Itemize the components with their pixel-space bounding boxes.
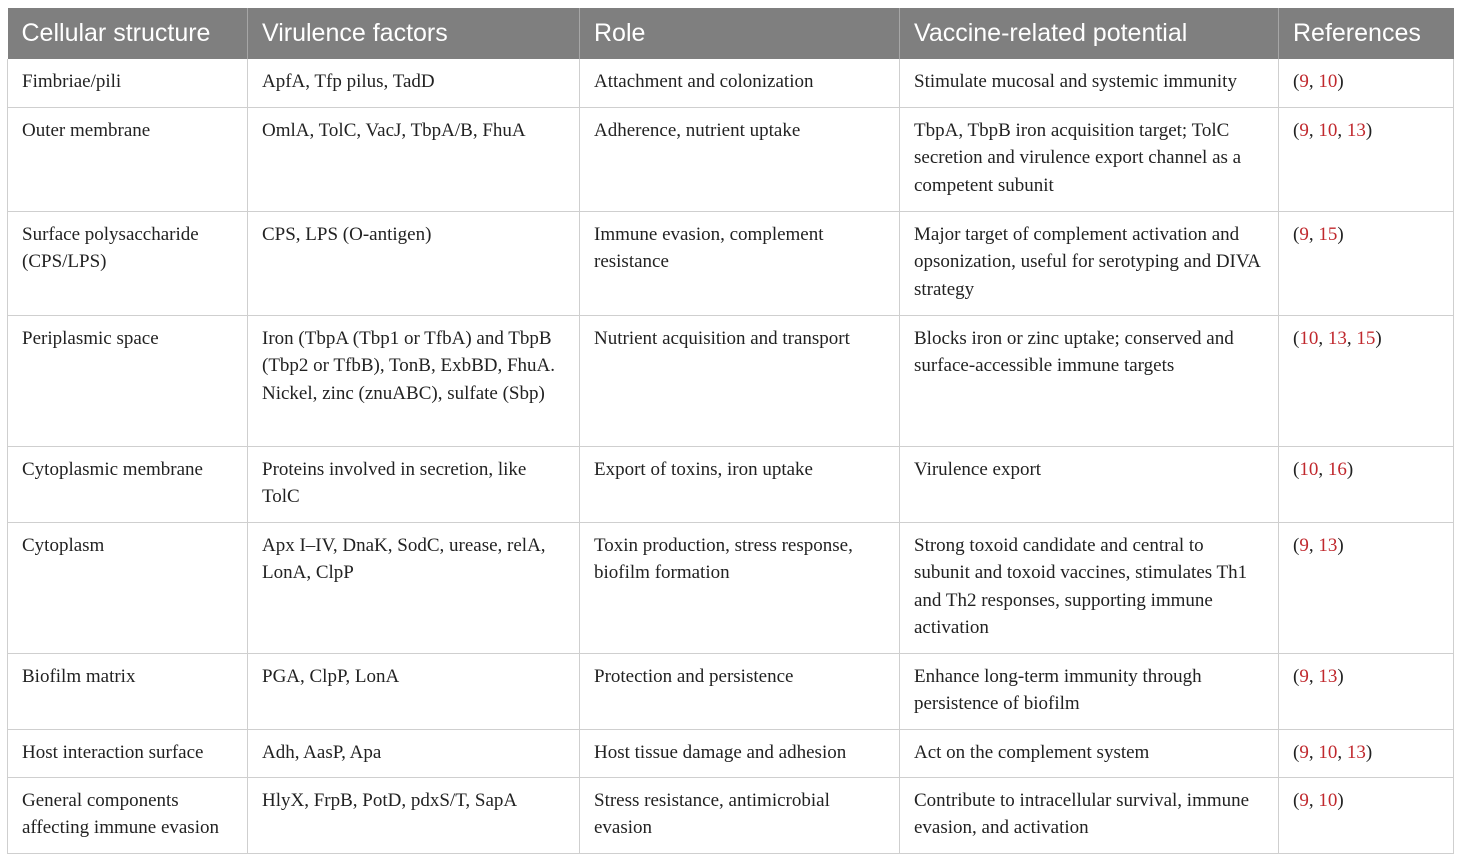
table-row	[8, 315, 1454, 446]
cell-role: Attachment and colonization	[580, 59, 900, 107]
cell-references: (9, 10)	[1279, 777, 1454, 853]
reference-link[interactable]: 9	[1299, 741, 1309, 763]
cell-structure: Fimbriae/pili	[8, 59, 248, 107]
cell-factors: Adh, AasP, Apa	[248, 729, 580, 777]
cell-structure: General components affecting immune evasion	[8, 777, 248, 853]
cell-structure: Cytoplasmic membrane	[8, 446, 248, 522]
reference-link[interactable]: 13	[1318, 665, 1338, 687]
table-row	[8, 211, 1454, 315]
table-row	[8, 777, 1454, 853]
virulence-factors-table	[7, 8, 1454, 854]
cell-references: (9, 15)	[1279, 211, 1454, 315]
reference-link[interactable]: 10	[1299, 458, 1319, 480]
cell-factors: Apx I–IV, DnaK, SodC, urease, relA, LonA, ClpP	[248, 522, 580, 653]
cell-potential: Strong toxoid candidate and central to subunit and toxoid vaccines, stimulates Th1 and Th2 responses, supporting immune activation	[900, 522, 1279, 653]
table-row	[8, 107, 1454, 211]
cell-potential: Enhance long-term immunity through persistence of biofilm	[900, 653, 1279, 729]
table-row	[8, 729, 1454, 777]
header-references: References	[1279, 8, 1454, 59]
cell-references: (9, 10, 13)	[1279, 729, 1454, 777]
reference-link[interactable]: 13	[1327, 327, 1347, 349]
cell-role: Nutrient acquisition and transport	[580, 315, 900, 446]
cell-structure: Host interaction surface	[8, 729, 248, 777]
reference-link[interactable]: 13	[1346, 119, 1366, 141]
cell-role: Export of toxins, iron uptake	[580, 446, 900, 522]
cell-potential: Virulence export	[900, 446, 1279, 522]
cell-references: (9, 13)	[1279, 653, 1454, 729]
header-vaccine-potential: Vaccine-related potential	[900, 8, 1279, 59]
cell-role: Immune evasion, complement resistance	[580, 211, 900, 315]
cell-factors: ApfA, Tfp pilus, TadD	[248, 59, 580, 107]
cell-references: (9, 10)	[1279, 59, 1454, 107]
cell-role: Toxin production, stress response, biofilm formation	[580, 522, 900, 653]
reference-link[interactable]: 10	[1299, 327, 1319, 349]
reference-link[interactable]: 9	[1299, 665, 1309, 687]
cell-structure: Surface polysaccharide (CPS/LPS)	[8, 211, 248, 315]
cell-factors: HlyX, FrpB, PotD, pdxS/T, SapA	[248, 777, 580, 853]
reference-link[interactable]: 9	[1299, 71, 1309, 92]
cell-potential: TbpA, TbpB iron acquisition target; TolC secretion and virulence export channel as a competent subunit	[900, 107, 1279, 211]
cell-potential: Act on the complement system	[900, 729, 1279, 777]
virulence-table-container	[7, 8, 1453, 854]
reference-link[interactable]: 10	[1318, 741, 1338, 763]
cell-factors: OmlA, TolC, VacJ, TbpA/B, FhuA	[248, 107, 580, 211]
reference-link[interactable]: 9	[1299, 789, 1309, 811]
table-row	[8, 446, 1454, 522]
header-role: Role	[580, 8, 900, 59]
cell-references: (9, 13)	[1279, 522, 1454, 653]
cell-structure: Periplasmic space	[8, 315, 248, 446]
cell-role: Host tissue damage and adhesion	[580, 729, 900, 777]
reference-link[interactable]: 13	[1318, 534, 1338, 556]
reference-link[interactable]: 15	[1356, 327, 1376, 349]
cell-structure: Biofilm matrix	[8, 653, 248, 729]
cell-potential: Contribute to intracellular survival, immune evasion, and activation	[900, 777, 1279, 853]
table-row	[8, 653, 1454, 729]
reference-link[interactable]: 16	[1327, 458, 1347, 480]
header-cellular-structure: Cellular structure	[8, 8, 248, 59]
reference-link[interactable]: 13	[1346, 741, 1366, 763]
cell-structure: Cytoplasm	[8, 522, 248, 653]
cell-factors: PGA, ClpP, LonA	[248, 653, 580, 729]
table-header-row	[8, 8, 1454, 59]
cell-role: Protection and persistence	[580, 653, 900, 729]
cell-potential: Stimulate mucosal and systemic immunity	[900, 59, 1279, 107]
table-row	[8, 522, 1454, 653]
cell-references: (9, 10, 13)	[1279, 107, 1454, 211]
cell-structure: Outer membrane	[8, 107, 248, 211]
table-row	[8, 59, 1454, 107]
cell-factors: CPS, LPS (O-antigen)	[248, 211, 580, 315]
cell-role: Stress resistance, antimicrobial evasion	[580, 777, 900, 853]
cell-factors: Iron (TbpA (Tbp1 or TfbA) and TbpB (Tbp2 or TfbB), TonB, ExbBD, FhuA. Nickel, zinc (znuABC), sulfate (Sbp)	[248, 315, 580, 446]
cell-references: (10, 16)	[1279, 446, 1454, 522]
cell-potential: Blocks iron or zinc uptake; conserved and surface-accessible immune targets	[900, 315, 1279, 446]
reference-link[interactable]: 10	[1318, 119, 1338, 141]
cell-factors: Proteins involved in secretion, like TolC	[248, 446, 580, 522]
reference-link[interactable]: 9	[1299, 119, 1309, 141]
cell-potential: Major target of complement activation and opsonization, useful for serotyping and DIVA strategy	[900, 211, 1279, 315]
reference-link[interactable]: 10	[1318, 71, 1338, 92]
cell-role: Adherence, nutrient uptake	[580, 107, 900, 211]
reference-link[interactable]: 10	[1318, 789, 1338, 811]
header-virulence-factors: Virulence factors	[248, 8, 580, 59]
reference-link[interactable]: 9	[1299, 223, 1309, 245]
cell-references: (10, 13, 15)	[1279, 315, 1454, 446]
reference-link[interactable]: 15	[1318, 223, 1338, 245]
reference-link[interactable]: 9	[1299, 534, 1309, 556]
